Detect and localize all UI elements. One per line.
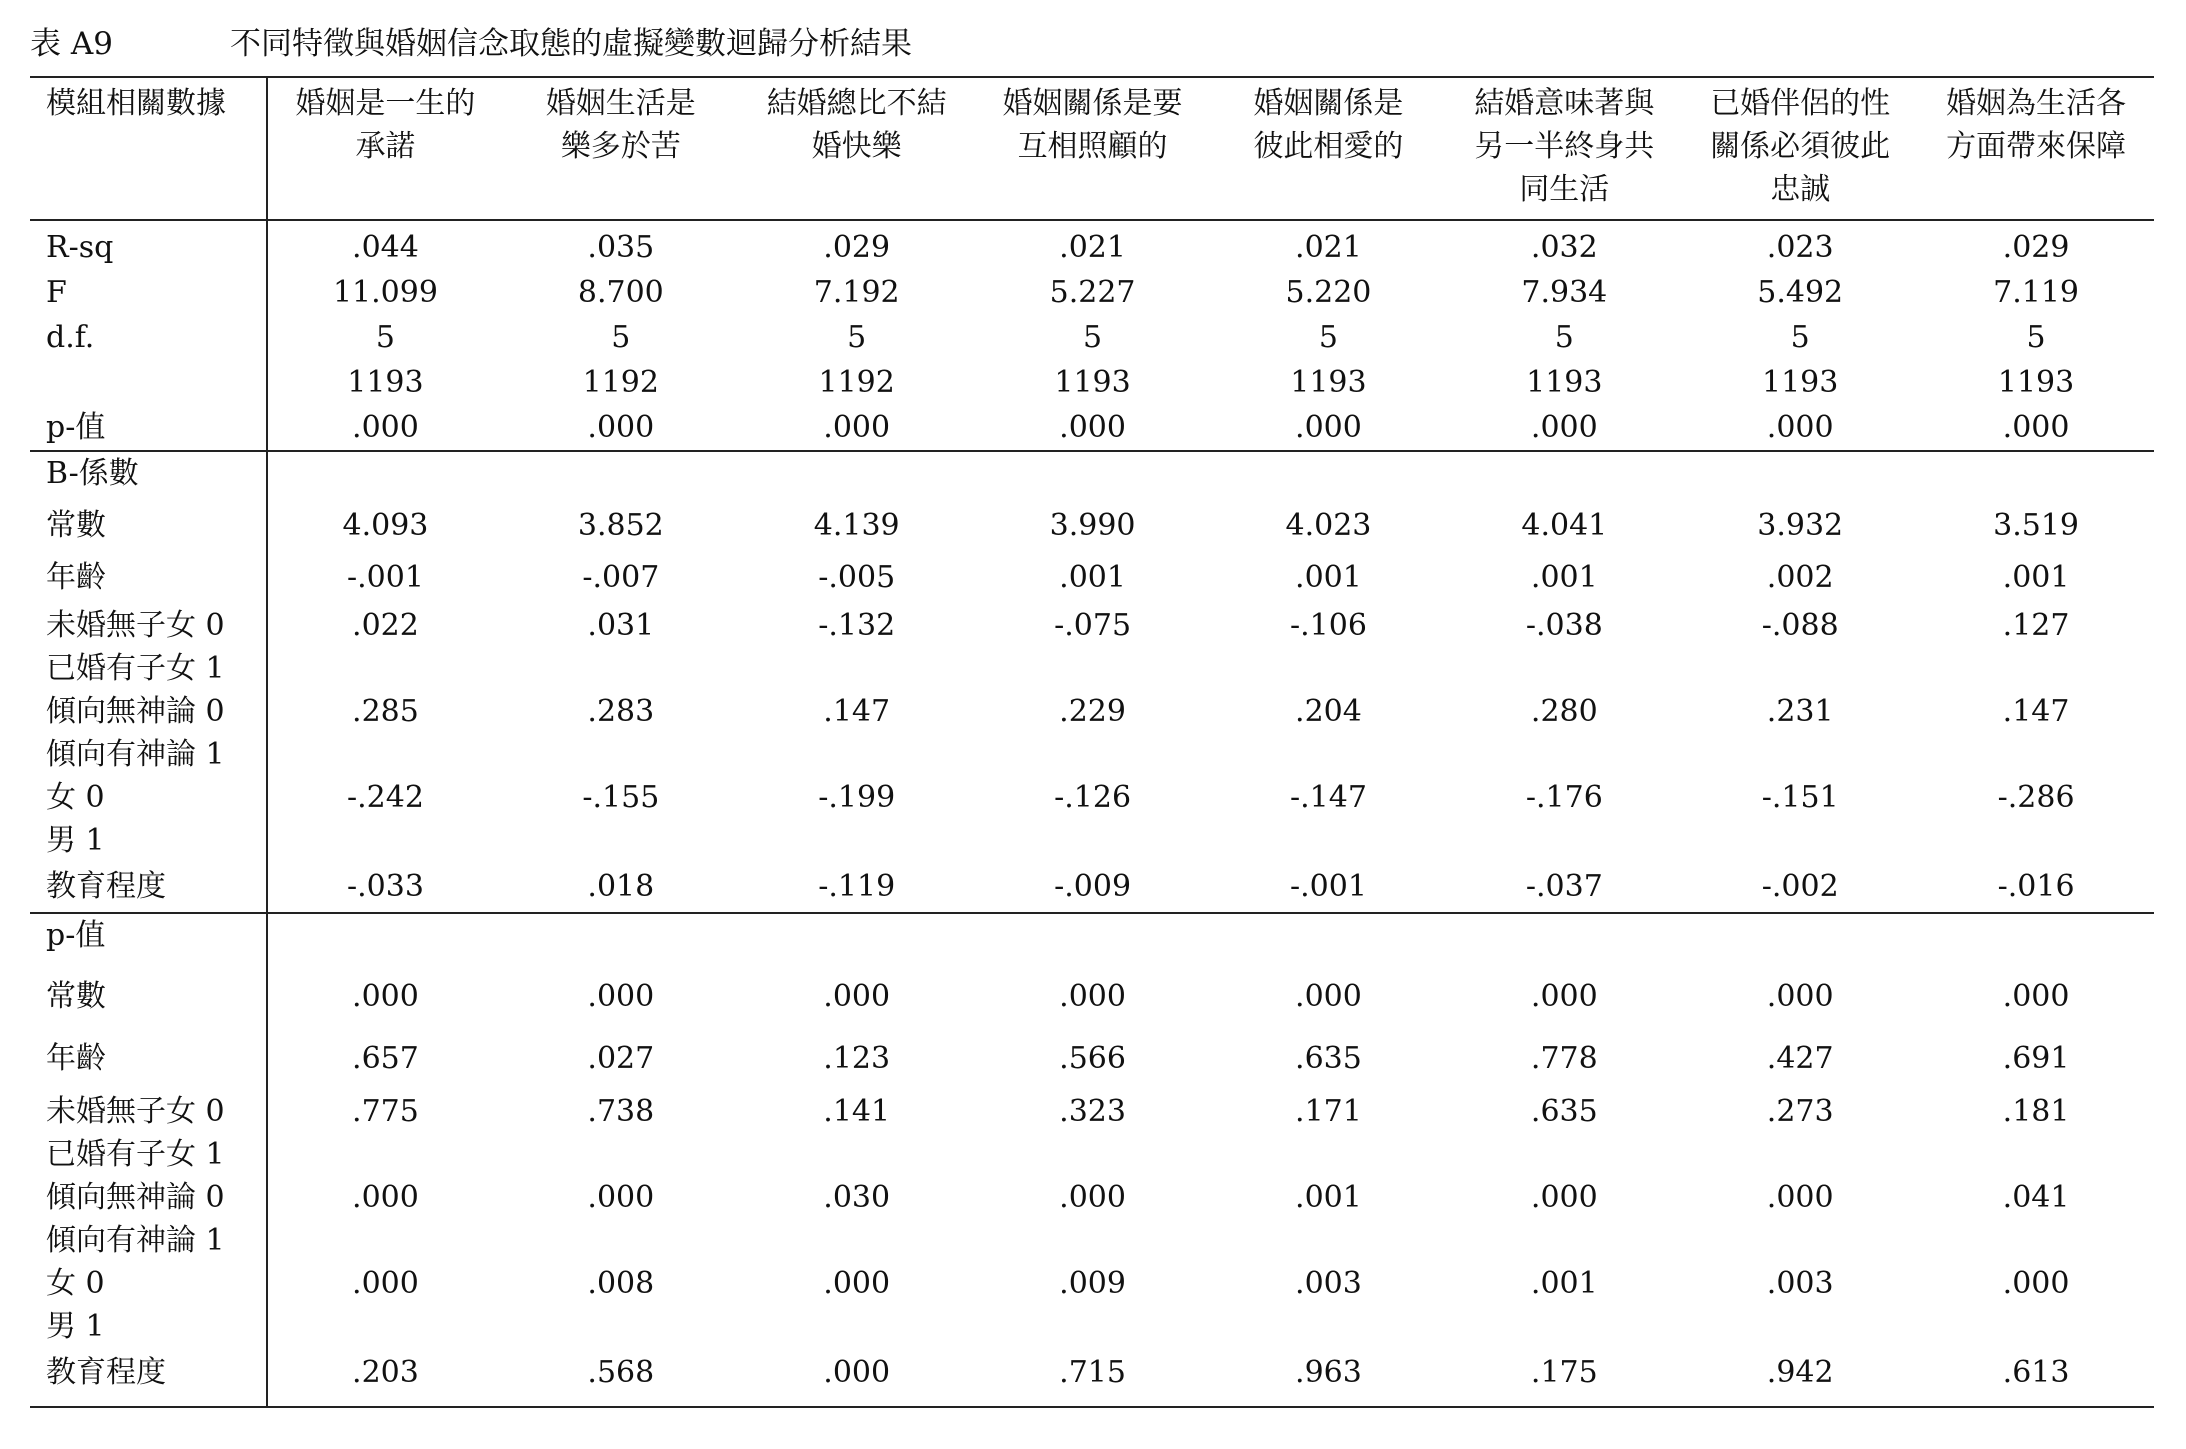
- row-label-line-2: 傾向有神論 1: [46, 737, 225, 772]
- table-cell: .002: [1766, 560, 1834, 595]
- header-col-7-line-3: 忠誠: [1770, 172, 1831, 207]
- table-cell: -.126: [1054, 780, 1132, 815]
- table-cell: 5: [847, 320, 867, 355]
- table-cell: .030: [823, 1180, 891, 1215]
- table-cell: .001: [2002, 560, 2070, 595]
- table-cell: -.075: [1054, 608, 1132, 643]
- table-row-p-marital: [30, 1090, 2154, 1176]
- table-cell: 5: [611, 320, 631, 355]
- row-label: [30, 360, 267, 405]
- table-cell: .568: [503, 1348, 739, 1407]
- table-cell: 5: [375, 320, 395, 355]
- table-cell: .000: [823, 979, 891, 1014]
- header-col-6-line-2: 另一半終身共: [1474, 129, 1655, 164]
- table-row-rsq: [30, 220, 2154, 270]
- header-col-3: [739, 77, 975, 220]
- header-col-6-line-3: 同生活: [1519, 172, 1610, 207]
- table-cell: .021: [1059, 230, 1126, 265]
- row-label: [30, 690, 267, 776]
- table-cell: .000: [1295, 979, 1362, 1014]
- table-cell: 1192: [582, 365, 659, 400]
- table-cell: 5.492: [1757, 275, 1844, 310]
- table-caption: [30, 22, 912, 66]
- table-cell: 1193: [1054, 365, 1131, 400]
- header-col-2-line-2: 樂多於苦: [560, 129, 681, 164]
- table-cell: -.151: [1761, 780, 1839, 815]
- row-label-line-2: 傾向有神論 1: [46, 1223, 225, 1258]
- row-label-line-1: 傾向無神論 0: [46, 694, 225, 729]
- table-cell: 3.932: [1757, 508, 1844, 543]
- table-cell: .001: [1530, 1266, 1598, 1301]
- table-cell: .323: [1059, 1094, 1126, 1129]
- table-cell: .181: [2002, 1094, 2070, 1129]
- table-cell: .204: [1295, 694, 1362, 729]
- row-label-line-1: 未婚無子女 0: [46, 608, 225, 643]
- table-cell: -.002: [1682, 862, 1918, 913]
- table-cell: -.132: [818, 608, 896, 643]
- table-cell: 11.099: [332, 275, 438, 310]
- table-cell: .035: [587, 230, 655, 265]
- table-cell: -.037: [1446, 862, 1682, 913]
- section-label: B-係數: [30, 451, 267, 500]
- table-cell: .942: [1682, 1348, 1918, 1407]
- table-cell: .041: [2002, 1180, 2070, 1215]
- table-cell: .147: [823, 694, 891, 729]
- table-cell: .000: [1766, 1180, 1834, 1215]
- table-cell: .018: [503, 862, 739, 913]
- section-heading-p-values: [30, 913, 2154, 966]
- table-cell: .691: [2002, 1041, 2070, 1076]
- table-cell: 5: [2026, 320, 2046, 355]
- table-row-p-constant: [30, 966, 2154, 1028]
- table-cell: .283: [587, 694, 655, 729]
- header-col-7-line-1: 已婚伴侶的性: [1710, 86, 1891, 121]
- row-label-line-2: 男 1: [46, 823, 105, 858]
- table-cell: .029: [2002, 230, 2070, 265]
- table-cell: .000: [1211, 405, 1447, 451]
- table-row-pvalue: [30, 405, 2154, 451]
- header-col-8: [1918, 77, 2154, 220]
- table-cell: .008: [587, 1266, 655, 1301]
- table-cell: .003: [1766, 1266, 1834, 1301]
- table-cell: -.106: [1289, 608, 1367, 643]
- table-row-b-marital: [30, 604, 2154, 690]
- row-label: 常數: [30, 500, 267, 552]
- table-cell: -.155: [582, 780, 660, 815]
- table-cell: .022: [352, 608, 419, 643]
- table-cell: -.001: [1211, 862, 1447, 913]
- table-cell: .000: [739, 405, 975, 451]
- table-cell: 5: [1318, 320, 1338, 355]
- table-cell: -.147: [1289, 780, 1367, 815]
- header-col-6-line-1: 結婚意味著與: [1474, 86, 1655, 121]
- table-cell: .123: [823, 1041, 891, 1076]
- table-cell: .963: [1211, 1348, 1447, 1407]
- table-cell: -.007: [582, 560, 660, 595]
- header-col-2: [503, 77, 739, 220]
- table-cell: .000: [975, 405, 1211, 451]
- table-cell: 5: [1083, 320, 1103, 355]
- table-cell: .280: [1530, 694, 1598, 729]
- table-cell: .147: [2002, 694, 2070, 729]
- table-cell: .000: [352, 1180, 419, 1215]
- table-cell: -.286: [1997, 780, 2075, 815]
- table-cell: .738: [587, 1094, 655, 1129]
- table-cell: .778: [1530, 1041, 1598, 1076]
- table-cell: .000: [352, 979, 419, 1014]
- table-row-df-residual: [30, 360, 2154, 405]
- table-cell: .031: [587, 608, 655, 643]
- row-label-line-2: 已婚有子女 1: [46, 1137, 225, 1172]
- table-cell: 1192: [818, 365, 895, 400]
- table-row-p-education: [30, 1348, 2154, 1407]
- table-cell: .635: [1295, 1041, 1362, 1076]
- table-cell: .000: [503, 405, 739, 451]
- table-cell: -.016: [1918, 862, 2154, 913]
- header-model-data: 模組相關數據: [30, 77, 267, 220]
- table-cell: .021: [1295, 230, 1362, 265]
- table-cell: -.088: [1761, 608, 1839, 643]
- row-label-line-1: 未婚無子女 0: [46, 1094, 225, 1129]
- row-label: R-sq: [30, 220, 267, 270]
- table-cell: .000: [587, 979, 655, 1014]
- table-cell: .229: [1059, 694, 1126, 729]
- table-cell: 4.023: [1285, 508, 1372, 543]
- table-cell: -.001: [346, 560, 424, 595]
- table-cell: -.119: [739, 862, 975, 913]
- row-label: 年齡: [30, 552, 267, 604]
- header-col-5-line-1: 婚姻關係是: [1253, 86, 1404, 121]
- header-col-3-line-2: 婚快樂: [811, 129, 902, 164]
- table-cell: .001: [1059, 560, 1126, 595]
- table-cell: 1193: [1997, 365, 2075, 400]
- table-row-p-gender: [30, 1262, 2154, 1348]
- row-label: 教育程度: [30, 1348, 267, 1407]
- table-cell: .715: [975, 1348, 1211, 1407]
- table-cell: .000: [1446, 405, 1682, 451]
- header-col-5: [1211, 77, 1447, 220]
- table-row-b-religion: [30, 690, 2154, 776]
- row-label: 教育程度: [30, 862, 267, 913]
- header-col-8-line-1: 婚姻為生活各: [1946, 86, 2127, 121]
- header-col-7: [1682, 77, 1918, 220]
- table-cell: 5.220: [1285, 275, 1372, 310]
- table-cell: .044: [352, 230, 419, 265]
- header-col-2-line-1: 婚姻生活是: [545, 86, 696, 121]
- table-cell: 1193: [347, 365, 424, 400]
- table-cell: .001: [1295, 560, 1362, 595]
- table-cell: 8.700: [577, 275, 664, 310]
- table-cell: .029: [823, 230, 891, 265]
- row-label: [30, 1090, 267, 1176]
- table-row-b-education: [30, 862, 2154, 913]
- table-cell: .000: [823, 1266, 891, 1301]
- table-cell: .000: [352, 1266, 419, 1301]
- table-cell: .657: [352, 1041, 419, 1076]
- header-col-6: [1446, 77, 1682, 220]
- table-cell: .141: [823, 1094, 891, 1129]
- table-id: 表 A9: [30, 26, 113, 62]
- table-cell: .000: [1059, 979, 1126, 1014]
- table-cell: .023: [1766, 230, 1834, 265]
- table-cell: .203: [267, 1348, 503, 1407]
- table-cell: -.038: [1525, 608, 1603, 643]
- table-cell: 5.227: [1049, 275, 1136, 310]
- table-cell: .032: [1530, 230, 1598, 265]
- section-heading-b-coef: [30, 451, 2154, 500]
- table-cell: 3.519: [1993, 508, 2079, 543]
- table-cell: 1193: [1526, 365, 1603, 400]
- row-label-line-2: 男 1: [46, 1309, 105, 1344]
- table-cell: 4.139: [813, 508, 900, 543]
- table-cell: .000: [2002, 979, 2070, 1014]
- table-cell: .000: [1530, 1180, 1598, 1215]
- header-col-1-line-2: 承諾: [355, 129, 416, 164]
- table-cell: .000: [1682, 405, 1918, 451]
- table-cell: -.009: [975, 862, 1211, 913]
- table-cell: .001: [1530, 560, 1598, 595]
- row-label: p-值: [30, 405, 267, 451]
- row-label: [30, 776, 267, 862]
- header-col-4-line-1: 婚姻關係是要: [1002, 86, 1183, 121]
- table-cell: .000: [587, 1180, 655, 1215]
- table-cell: -.176: [1525, 780, 1603, 815]
- table-cell: .175: [1446, 1348, 1682, 1407]
- table-cell: .000: [2002, 1266, 2070, 1301]
- table-cell: .285: [352, 694, 419, 729]
- table-cell: .000: [1059, 1180, 1126, 1215]
- header-col-5-line-2: 彼此相愛的: [1253, 129, 1404, 164]
- table-cell: .231: [1766, 694, 1834, 729]
- row-label-line-1: 傾向無神論 0: [46, 1180, 225, 1215]
- table-cell: 5: [1554, 320, 1574, 355]
- table-cell: .127: [2002, 608, 2070, 643]
- table-cell: -.199: [818, 780, 896, 815]
- table-cell: .000: [1766, 979, 1834, 1014]
- row-label-line-1: 女 0: [46, 780, 105, 815]
- table-cell: 3.990: [1049, 508, 1136, 543]
- table-cell: 1193: [1762, 365, 1839, 400]
- table-cell: .000: [1530, 979, 1598, 1014]
- table-cell: .566: [1059, 1041, 1126, 1076]
- row-label: F: [30, 270, 267, 315]
- table-cell: .171: [1295, 1094, 1362, 1129]
- header-col-1: [267, 77, 503, 220]
- table-cell: .009: [1059, 1266, 1126, 1301]
- table-cell: 7.192: [813, 275, 900, 310]
- row-label: 年齡: [30, 1028, 267, 1090]
- row-label-line-1: 女 0: [46, 1266, 105, 1301]
- table-row-b-constant: [30, 500, 2154, 552]
- table-cell: .000: [1918, 405, 2154, 451]
- table-cell: -.005: [818, 560, 896, 595]
- table-cell: -.033: [267, 862, 503, 913]
- table-cell: -.242: [346, 780, 424, 815]
- table-cell: .635: [1530, 1094, 1598, 1129]
- header-col-7-line-2: 關係必須彼此: [1710, 129, 1891, 164]
- table-row-b-gender: [30, 776, 2154, 862]
- header-col-4-line-2: 互相照顧的: [1017, 129, 1168, 164]
- table-cell: 7.934: [1521, 275, 1608, 310]
- table-cell: .613: [1918, 1348, 2154, 1407]
- table-cell: .000: [267, 405, 503, 451]
- row-label: 常數: [30, 966, 267, 1028]
- table-row-b-age: [30, 552, 2154, 604]
- table-cell: 4.093: [342, 508, 429, 543]
- row-label-line-2: 已婚有子女 1: [46, 651, 225, 686]
- row-label: [30, 604, 267, 690]
- header-col-3-line-1: 結婚總比不結: [766, 86, 947, 121]
- table-row-df: [30, 315, 2154, 360]
- table-cell: .427: [1766, 1041, 1834, 1076]
- table-cell: 3.852: [577, 508, 664, 543]
- table-cell: .273: [1766, 1094, 1834, 1129]
- header-row: [30, 77, 2154, 220]
- row-label: [30, 1262, 267, 1348]
- header-col-8-line-2: 方面帶來保障: [1946, 129, 2127, 164]
- table-cell: .001: [1295, 1180, 1362, 1215]
- row-label: d.f.: [30, 315, 267, 360]
- table-title: 不同特徵與婚姻信念取態的虛擬變數迴歸分析結果: [230, 26, 912, 62]
- table-row-p-religion: [30, 1176, 2154, 1262]
- table-cell: 7.119: [1993, 275, 2079, 310]
- header-col-1-line-1: 婚姻是一生的: [295, 86, 476, 121]
- table-row-p-age: [30, 1028, 2154, 1090]
- section-label: p-值: [30, 913, 267, 966]
- table-cell: 1193: [1290, 365, 1367, 400]
- header-col-4: [975, 77, 1211, 220]
- table-cell: .000: [739, 1348, 975, 1407]
- row-label: [30, 1176, 267, 1262]
- table-cell: .027: [587, 1041, 655, 1076]
- table-cell: .775: [352, 1094, 419, 1129]
- table-cell: 5: [1790, 320, 1810, 355]
- table-cell: .003: [1295, 1266, 1362, 1301]
- regression-table: [30, 76, 2154, 1408]
- table-row-f: [30, 270, 2154, 315]
- table-cell: 4.041: [1521, 508, 1608, 543]
